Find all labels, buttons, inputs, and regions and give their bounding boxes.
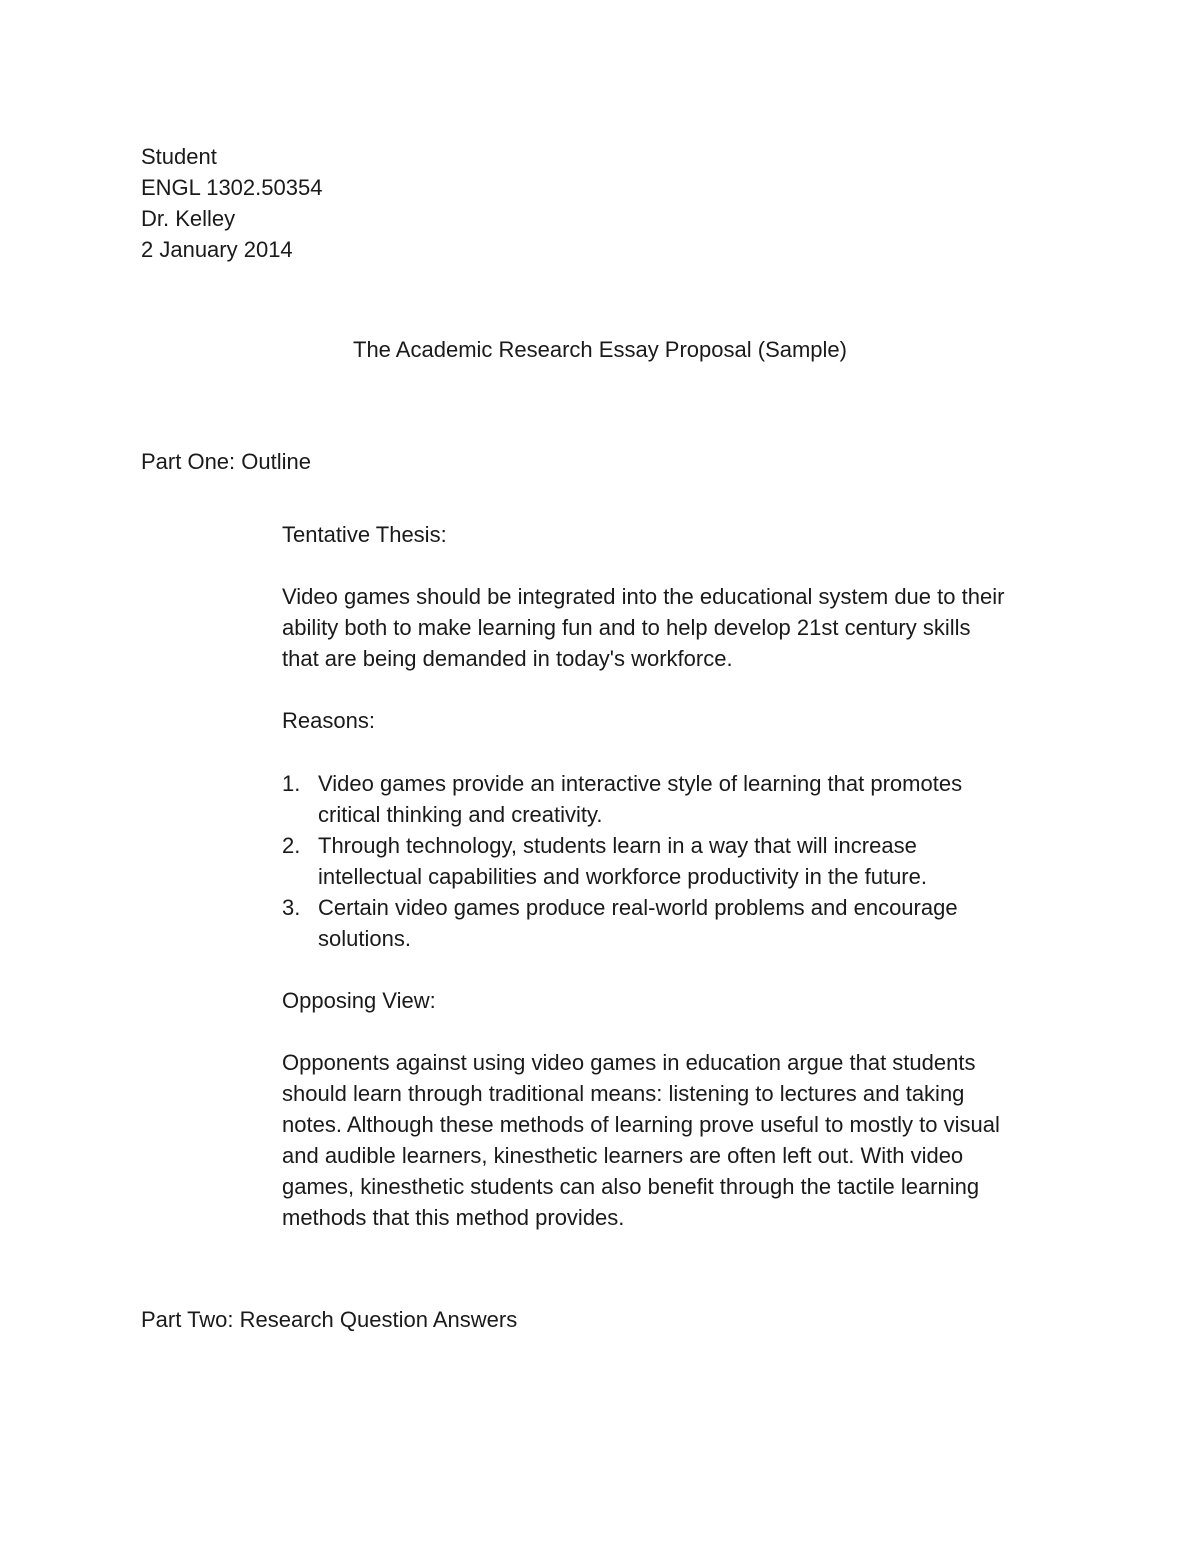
reasons-label: Reasons:	[282, 708, 375, 733]
opposing-line: should learn through traditional means: listening to lectures and taking	[282, 1081, 965, 1106]
student-name: Student	[141, 144, 217, 169]
opposing-line: games, kinesthetic students can also benefit through the tactile learning	[282, 1174, 980, 1199]
reason-item	[282, 768, 962, 830]
reason-line: intellectual capabilities and workforce productivity in the future.	[318, 864, 927, 889]
reason-number: 2.	[282, 833, 301, 858]
thesis-paragraph	[282, 581, 1004, 674]
course-number: ENGL 1302.50354	[141, 175, 323, 200]
reason-number: 1.	[282, 771, 301, 796]
reasons-list	[282, 768, 962, 954]
opposing-view-paragraph	[282, 1047, 1000, 1233]
part-two-heading: Part Two: Research Question Answers	[141, 1307, 518, 1332]
reason-item	[282, 830, 962, 892]
reason-line: solutions.	[318, 926, 411, 951]
reason-line: Video games provide an interactive style of learning that promotes	[318, 771, 963, 796]
document-date: 2 January 2014	[141, 237, 293, 262]
thesis-line: that are being demanded in today's workforce.	[282, 646, 733, 671]
opposing-line: notes. Although these methods of learning prove useful to mostly to visual	[282, 1112, 1000, 1137]
part-one-heading: Part One: Outline	[141, 449, 311, 474]
header-block	[141, 141, 322, 265]
opposing-line: Opponents against using video games in education argue that students	[282, 1050, 976, 1075]
document-title: The Academic Research Essay Proposal (Sample)	[353, 337, 847, 362]
reason-line: Through technology, students learn in a way that will increase	[318, 833, 917, 858]
opposing-view-label: Opposing View:	[282, 988, 436, 1013]
thesis-line: ability both to make learning fun and to help develop 21st century skills	[282, 615, 971, 640]
opposing-line: and audible learners, kinesthetic learners are often left out. With video	[282, 1143, 964, 1168]
reason-number: 3.	[282, 895, 301, 920]
thesis-label: Tentative Thesis:	[282, 522, 447, 547]
reason-line: Certain video games produce real-world problems and encourage	[318, 895, 958, 920]
reason-line: critical thinking and creativity.	[318, 802, 603, 827]
instructor-name: Dr. Kelley	[141, 206, 236, 231]
reason-item	[282, 892, 962, 954]
thesis-line: Video games should be integrated into the educational system due to their	[282, 584, 1005, 609]
opposing-line: methods that this method provides.	[282, 1205, 625, 1230]
